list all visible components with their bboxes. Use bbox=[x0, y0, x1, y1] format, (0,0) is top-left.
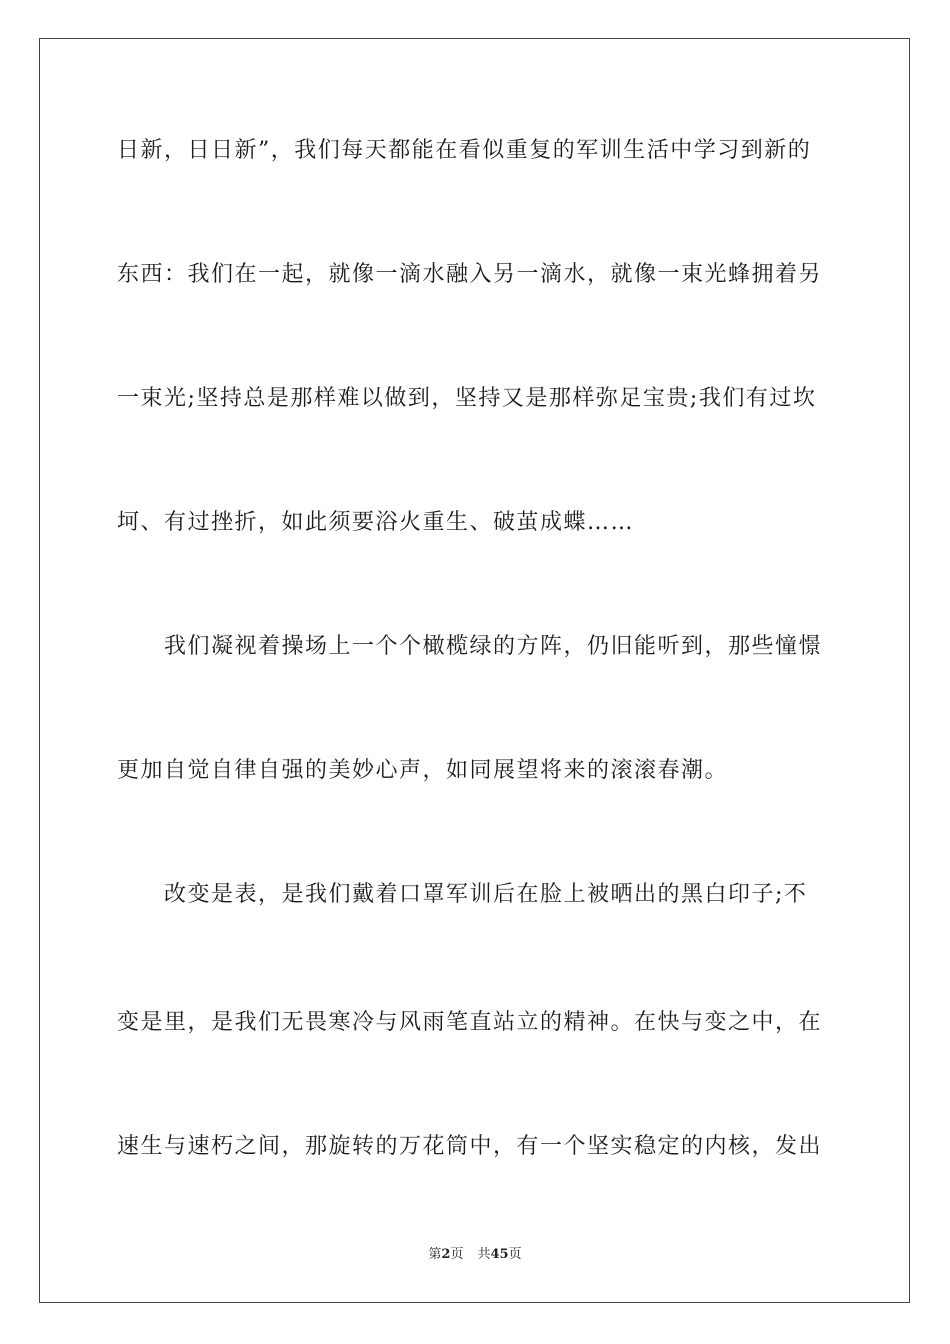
total-suffix: 页 bbox=[508, 1247, 522, 1262]
page-border bbox=[39, 38, 910, 1303]
text-line: 更加自觉自律自强的美妙心声，如同展望将来的滚滚春潮。 bbox=[117, 758, 729, 783]
total-pages: 45 bbox=[490, 1247, 509, 1262]
text-line: 一束光;坚持总是那样难以做到，坚持又是那样弥足宝贵;我们有过坎 bbox=[117, 386, 817, 411]
text-line: 日新，日日新”，我们每天都能在看似重复的军训生活中学习到新的 bbox=[117, 138, 812, 163]
text-line: 我们凝视着操场上一个个橄榄绿的方阵，仍旧能听到，那些憧憬 bbox=[117, 634, 823, 659]
text-line: 变是里，是我们无畏寒冷与风雨笔直站立的精神。在快与变之中，在 bbox=[117, 1010, 823, 1035]
page-prefix: 第 bbox=[428, 1247, 442, 1262]
page-footer bbox=[0, 1246, 950, 1264]
page-suffix: 页 bbox=[450, 1247, 464, 1262]
page-number: 2 bbox=[441, 1247, 451, 1262]
text-line: 速生与速朽之间，那旋转的万花筒中，有一个坚实稳定的内核，发出 bbox=[117, 1134, 823, 1159]
total-prefix: 共 bbox=[477, 1247, 491, 1262]
text-line: 东西：我们在一起，就像一滴水融入另一滴水，就像一束光蜂拥着另 bbox=[117, 262, 823, 287]
text-line: 改变是表，是我们戴着口罩军训后在脸上被晒出的黑白印子;不 bbox=[117, 882, 808, 907]
text-line: 坷、有过挫折，如此须要浴火重生、破茧成蝶…… bbox=[117, 510, 635, 535]
